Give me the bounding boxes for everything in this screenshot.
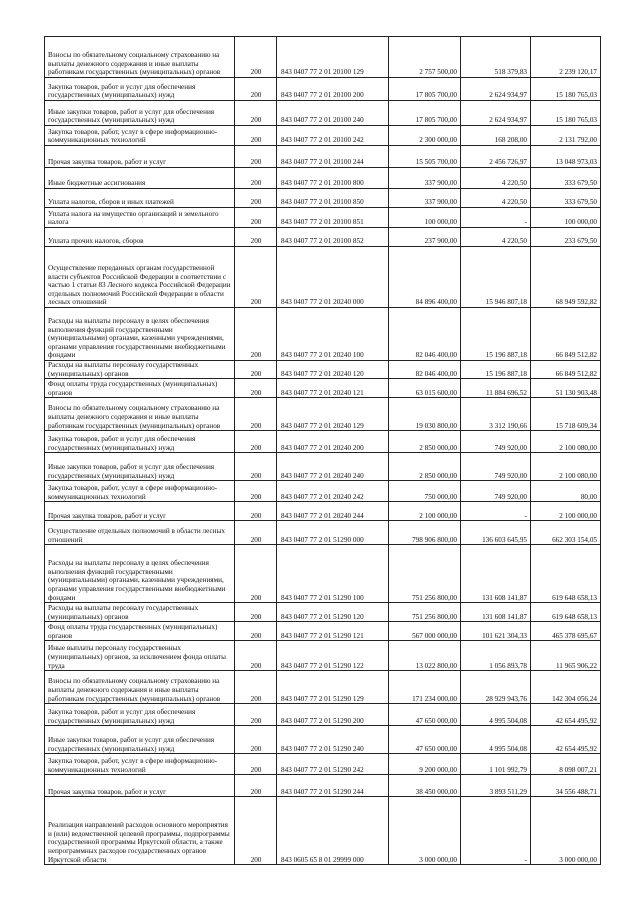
cell-remaining-amount: 8 098 007,21 xyxy=(531,754,601,775)
cell-approved-amount: 798 906 800,00 xyxy=(389,521,461,545)
cell-executed-amount: 15 196 887,18 xyxy=(461,361,531,379)
cell-approved-amount: 38 450 000,00 xyxy=(389,775,461,797)
cell-approved-amount: 13 022 800,00 xyxy=(389,641,461,671)
cell-remaining-amount: 15 180 765,03 xyxy=(531,78,601,101)
cell-name: Прочая закупка товаров, работ и услуг xyxy=(45,146,235,168)
cell-budget-code: 843 0605 65 8 01 29999 000 xyxy=(277,797,389,865)
cell-name: Расходы на выплаты персоналу государственных (муниципальных) органов xyxy=(45,361,235,379)
table-row xyxy=(45,361,601,379)
cell-executed-amount: 518 379,83 xyxy=(461,37,531,78)
cell-executed-amount: 4 220,50 xyxy=(461,189,531,208)
cell-name: Расходы на выплаты персоналу в целях обеспечения выполнения функций государственными (муниципальными) органами, казенными учреждениями, органами управления государственными внебюджетными фондами xyxy=(45,545,235,603)
cell-executed-amount: 749 920,00 xyxy=(461,431,531,453)
cell-name: Закупка товаров, работ, услуг в сфере информационно-коммуникационных технологий xyxy=(45,754,235,775)
cell-name: Иные выплаты персоналу государственных (муниципальных) органов, за исключением фонда оплаты труда xyxy=(45,641,235,671)
cell-approved-amount: 337 900,00 xyxy=(389,189,461,208)
cell-line-code: 200 xyxy=(235,622,277,641)
cell-executed-amount: 4 995 504,08 xyxy=(461,704,531,726)
cell-approved-amount: 750 000,00 xyxy=(389,481,461,502)
cell-executed-amount: 15 196 887,18 xyxy=(461,308,531,361)
cell-name: Уплата налогов, сборов и иных платежей xyxy=(45,189,235,208)
cell-name: Прочая закупка товаров, работ и услуг xyxy=(45,775,235,797)
cell-remaining-amount: 80,00 xyxy=(531,481,601,502)
cell-name: Иные закупки товаров, работ и услуг для обеспечения государственных (муниципальных) нужд xyxy=(45,453,235,481)
cell-executed-amount: 3 312 190,66 xyxy=(461,398,531,431)
cell-name: Взносы по обязательному социальному страхованию на выплаты денежного содержания и иные выплаты работникам государственных (муниципальных) органов xyxy=(45,37,235,78)
cell-budget-code: 843 0407 77 2 01 51290 129 xyxy=(277,671,389,704)
cell-line-code: 200 xyxy=(235,797,277,865)
cell-remaining-amount: 2 100 080,00 xyxy=(531,431,601,453)
cell-line-code: 200 xyxy=(235,775,277,797)
cell-name: Прочая закупка товаров, работ и услуг xyxy=(45,502,235,521)
cell-name: Уплата прочих налогов, сборов xyxy=(45,228,235,247)
cell-remaining-amount: 66 849 512,82 xyxy=(531,361,601,379)
cell-budget-code: 843 0407 77 2 01 20100 244 xyxy=(277,146,389,168)
cell-budget-code: 843 0407 77 2 01 20100 850 xyxy=(277,189,389,208)
cell-executed-amount: 2 624 934,97 xyxy=(461,78,531,101)
cell-name: Взносы по обязательному социальному страхованию на выплаты денежного содержания и иные выплаты работникам государственных (муниципальных) органов xyxy=(45,671,235,704)
cell-budget-code: 843 0407 77 2 01 20100 852 xyxy=(277,228,389,247)
cell-budget-code: 843 0407 77 2 01 20240 121 xyxy=(277,379,389,398)
cell-budget-code: 843 0407 77 2 01 20100 851 xyxy=(277,208,389,228)
table-row xyxy=(45,502,601,521)
table-row xyxy=(45,622,601,641)
cell-line-code: 200 xyxy=(235,379,277,398)
cell-budget-code: 843 0407 77 2 01 20240 100 xyxy=(277,308,389,361)
cell-executed-amount: 168 208,00 xyxy=(461,126,531,146)
cell-budget-code: 843 0407 77 2 01 20100 800 xyxy=(277,168,389,189)
table-row xyxy=(45,641,601,671)
cell-budget-code: 843 0407 77 2 01 51290 122 xyxy=(277,641,389,671)
cell-remaining-amount: 68 949 592,82 xyxy=(531,247,601,308)
table-body xyxy=(45,37,601,865)
cell-approved-amount: 2 850 000,00 xyxy=(389,431,461,453)
cell-budget-code: 843 0407 77 2 01 20240 242 xyxy=(277,481,389,502)
cell-name: Закупка товаров, работ и услуг для обеспечения государственных (муниципальных) нужд xyxy=(45,704,235,726)
table-row xyxy=(45,78,601,101)
cell-name: Закупка товаров, работ и услуг для обеспечения государственных (муниципальных) нужд xyxy=(45,78,235,101)
cell-budget-code: 843 0407 77 2 01 20100 242 xyxy=(277,126,389,146)
cell-executed-amount: 749 920,00 xyxy=(461,453,531,481)
cell-executed-amount: 1 056 893,78 xyxy=(461,641,531,671)
cell-name: Фонд оплаты труда государственных (муниципальных) органов xyxy=(45,622,235,641)
cell-line-code: 200 xyxy=(235,502,277,521)
cell-budget-code: 843 0407 77 2 01 20100 240 xyxy=(277,101,389,126)
cell-executed-amount: 101 621 304,33 xyxy=(461,622,531,641)
cell-name: Иные закупки товаров, работ и услуг для обеспечения государственных (муниципальных) нужд xyxy=(45,101,235,126)
cell-executed-amount: - xyxy=(461,502,531,521)
cell-executed-amount: 131 608 141,87 xyxy=(461,603,531,622)
cell-remaining-amount: 66 849 512,82 xyxy=(531,308,601,361)
cell-approved-amount: 19 030 800,00 xyxy=(389,398,461,431)
cell-budget-code: 843 0407 77 2 01 20240 120 xyxy=(277,361,389,379)
cell-executed-amount: - xyxy=(461,797,531,865)
cell-line-code: 200 xyxy=(235,308,277,361)
cell-approved-amount: 2 850 000,00 xyxy=(389,453,461,481)
budget-execution-table xyxy=(44,36,601,865)
cell-approved-amount: 2 757 500,00 xyxy=(389,37,461,78)
cell-approved-amount: 9 200 000,00 xyxy=(389,754,461,775)
cell-approved-amount: 84 896 400,00 xyxy=(389,247,461,308)
cell-executed-amount: 2 456 726,97 xyxy=(461,146,531,168)
cell-approved-amount: 100 000,00 xyxy=(389,208,461,228)
table-row xyxy=(45,797,601,865)
cell-name: Взносы по обязательному социальному страхованию на выплаты денежного содержания и иные выплаты работникам государственных (муниципальных) органов xyxy=(45,398,235,431)
cell-line-code: 200 xyxy=(235,247,277,308)
cell-remaining-amount: 233 679,50 xyxy=(531,228,601,247)
table-row xyxy=(45,168,601,189)
cell-name: Осуществление переданных органам государственной власти субъектов Российской Федерации в соответствии с частью 1 статьи 83 Лесного кодекса Российской Федерации отдельных полномочий Российской Федерации в области лесных отношений xyxy=(45,247,235,308)
table-row xyxy=(45,775,601,797)
cell-approved-amount: 751 256 800,00 xyxy=(389,545,461,603)
cell-remaining-amount: 619 648 658,13 xyxy=(531,545,601,603)
cell-budget-code: 843 0407 77 2 01 20100 200 xyxy=(277,78,389,101)
cell-approved-amount: 337 900,00 xyxy=(389,168,461,189)
cell-line-code: 200 xyxy=(235,453,277,481)
table-row xyxy=(45,37,601,78)
table-row xyxy=(45,146,601,168)
cell-approved-amount: 2 100 000,00 xyxy=(389,502,461,521)
cell-remaining-amount: 3 000 000,00 xyxy=(531,797,601,865)
cell-line-code: 200 xyxy=(235,603,277,622)
cell-remaining-amount: 15 718 609,34 xyxy=(531,398,601,431)
table-row xyxy=(45,431,601,453)
table-row xyxy=(45,379,601,398)
cell-approved-amount: 171 234 000,00 xyxy=(389,671,461,704)
cell-budget-code: 843 0407 77 2 01 51290 240 xyxy=(277,726,389,754)
table-row xyxy=(45,208,601,228)
cell-line-code: 200 xyxy=(235,398,277,431)
cell-budget-code: 843 0407 77 2 01 20240 200 xyxy=(277,431,389,453)
table-row xyxy=(45,398,601,431)
table-row xyxy=(45,101,601,126)
cell-line-code: 200 xyxy=(235,78,277,101)
cell-executed-amount: 4 995 504,08 xyxy=(461,726,531,754)
table-row xyxy=(45,521,601,545)
cell-line-code: 200 xyxy=(235,37,277,78)
table-row xyxy=(45,671,601,704)
cell-name: Закупка товаров, работ и услуг для обеспечения государственных (муниципальных) нужд xyxy=(45,431,235,453)
table-row xyxy=(45,228,601,247)
cell-remaining-amount: 2 239 120,17 xyxy=(531,37,601,78)
cell-approved-amount: 63 015 600,00 xyxy=(389,379,461,398)
cell-name: Расходы на выплаты персоналу государственных (муниципальных) органов xyxy=(45,603,235,622)
cell-approved-amount: 751 256 800,00 xyxy=(389,603,461,622)
cell-approved-amount: 82 046 400,00 xyxy=(389,308,461,361)
cell-budget-code: 843 0407 77 2 01 51290 242 xyxy=(277,754,389,775)
cell-remaining-amount: 42 654 495,92 xyxy=(531,704,601,726)
cell-executed-amount: - xyxy=(461,208,531,228)
cell-executed-amount: 4 220,50 xyxy=(461,228,531,247)
table-row xyxy=(45,481,601,502)
cell-line-code: 200 xyxy=(235,521,277,545)
cell-line-code: 200 xyxy=(235,101,277,126)
cell-name: Осуществление отдельных полномочий в области лесных отношений xyxy=(45,521,235,545)
cell-executed-amount: 749 920,00 xyxy=(461,481,531,502)
cell-remaining-amount: 2 100 080,00 xyxy=(531,453,601,481)
table-row xyxy=(45,126,601,146)
cell-executed-amount: 15 946 807,18 xyxy=(461,247,531,308)
cell-line-code: 200 xyxy=(235,208,277,228)
cell-remaining-amount: 662 303 154,05 xyxy=(531,521,601,545)
cell-remaining-amount: 333 679,50 xyxy=(531,189,601,208)
cell-name: Уплата налога на имущество организаций и земельного налога xyxy=(45,208,235,228)
cell-name: Реализация направлений расходов основного мероприятия и (или) ведомственной целевой программы, подпрограммы государственной программы Иркутской области, а также непрограммных расходов государственных органов Иркутской области xyxy=(45,797,235,865)
cell-remaining-amount: 13 048 973,03 xyxy=(531,146,601,168)
cell-line-code: 200 xyxy=(235,431,277,453)
budget-table-page xyxy=(44,36,600,865)
cell-name: Иные закупки товаров, работ и услуг для обеспечения государственных (муниципальных) нужд xyxy=(45,726,235,754)
cell-budget-code: 843 0407 77 2 01 51290 200 xyxy=(277,704,389,726)
cell-remaining-amount: 100 000,00 xyxy=(531,208,601,228)
cell-approved-amount: 17 805 700,00 xyxy=(389,101,461,126)
cell-remaining-amount: 11 965 906,22 xyxy=(531,641,601,671)
table-row xyxy=(45,704,601,726)
cell-remaining-amount: 42 654 495,92 xyxy=(531,726,601,754)
cell-name: Иные бюджетные ассигнования xyxy=(45,168,235,189)
cell-name: Закупка товаров, работ, услуг в сфере информационно-коммуникационных технологий xyxy=(45,481,235,502)
cell-approved-amount: 3 000 000,00 xyxy=(389,797,461,865)
cell-name: Расходы на выплаты персоналу в целях обеспечения выполнения функций государственными (муниципальными) органами, казенными учреждениями, органами управления государственными внебюджетными фондами xyxy=(45,308,235,361)
cell-name: Фонд оплаты труда государственных (муниципальных) органов xyxy=(45,379,235,398)
cell-line-code: 200 xyxy=(235,189,277,208)
cell-remaining-amount: 142 304 056,24 xyxy=(531,671,601,704)
cell-line-code: 200 xyxy=(235,126,277,146)
cell-remaining-amount: 34 556 488,71 xyxy=(531,775,601,797)
cell-budget-code: 843 0407 77 2 01 51290 100 xyxy=(277,545,389,603)
cell-approved-amount: 15 505 700,00 xyxy=(389,146,461,168)
table-row xyxy=(45,453,601,481)
cell-line-code: 200 xyxy=(235,481,277,502)
cell-budget-code: 843 0407 77 2 01 20240 129 xyxy=(277,398,389,431)
cell-line-code: 200 xyxy=(235,545,277,603)
cell-budget-code: 843 0407 77 2 01 20240 240 xyxy=(277,453,389,481)
cell-approved-amount: 567 000 000,00 xyxy=(389,622,461,641)
cell-name: Закупка товаров, работ, услуг в сфере информационно-коммуникационных технологий xyxy=(45,126,235,146)
table-row xyxy=(45,754,601,775)
table-row xyxy=(45,726,601,754)
cell-executed-amount: 2 624 934,97 xyxy=(461,101,531,126)
table-row xyxy=(45,545,601,603)
cell-line-code: 200 xyxy=(235,146,277,168)
cell-executed-amount: 136 603 645,95 xyxy=(461,521,531,545)
cell-budget-code: 843 0407 77 2 01 20240 244 xyxy=(277,502,389,521)
cell-line-code: 200 xyxy=(235,641,277,671)
cell-approved-amount: 2 300 000,00 xyxy=(389,126,461,146)
cell-approved-amount: 17 805 700,00 xyxy=(389,78,461,101)
table-row xyxy=(45,603,601,622)
cell-line-code: 200 xyxy=(235,228,277,247)
cell-remaining-amount: 2 131 792,00 xyxy=(531,126,601,146)
cell-budget-code: 843 0407 77 2 01 51290 000 xyxy=(277,521,389,545)
cell-approved-amount: 82 046 400,00 xyxy=(389,361,461,379)
cell-remaining-amount: 51 130 903,48 xyxy=(531,379,601,398)
table-row xyxy=(45,247,601,308)
table-row xyxy=(45,308,601,361)
cell-approved-amount: 47 650 000,00 xyxy=(389,704,461,726)
cell-approved-amount: 237 900,00 xyxy=(389,228,461,247)
cell-budget-code: 843 0407 77 2 01 20240 000 xyxy=(277,247,389,308)
cell-executed-amount: 1 101 992,79 xyxy=(461,754,531,775)
cell-budget-code: 843 0407 77 2 01 51290 120 xyxy=(277,603,389,622)
cell-line-code: 200 xyxy=(235,168,277,189)
cell-line-code: 200 xyxy=(235,361,277,379)
cell-remaining-amount: 619 648 658,13 xyxy=(531,603,601,622)
cell-budget-code: 843 0407 77 2 01 51290 244 xyxy=(277,775,389,797)
cell-executed-amount: 11 884 696,52 xyxy=(461,379,531,398)
cell-line-code: 200 xyxy=(235,726,277,754)
cell-executed-amount: 131 608 141,87 xyxy=(461,545,531,603)
cell-remaining-amount: 15 180 765,03 xyxy=(531,101,601,126)
cell-line-code: 200 xyxy=(235,754,277,775)
cell-line-code: 200 xyxy=(235,704,277,726)
cell-remaining-amount: 2 100 000,00 xyxy=(531,502,601,521)
cell-budget-code: 843 0407 77 2 01 20100 129 xyxy=(277,37,389,78)
cell-executed-amount: 28 929 943,76 xyxy=(461,671,531,704)
cell-executed-amount: 3 893 511,29 xyxy=(461,775,531,797)
cell-remaining-amount: 333 679,50 xyxy=(531,168,601,189)
cell-executed-amount: 4 220,50 xyxy=(461,168,531,189)
cell-approved-amount: 47 650 000,00 xyxy=(389,726,461,754)
cell-line-code: 200 xyxy=(235,671,277,704)
table-row xyxy=(45,189,601,208)
cell-budget-code: 843 0407 77 2 01 51290 121 xyxy=(277,622,389,641)
cell-remaining-amount: 465 378 695,67 xyxy=(531,622,601,641)
